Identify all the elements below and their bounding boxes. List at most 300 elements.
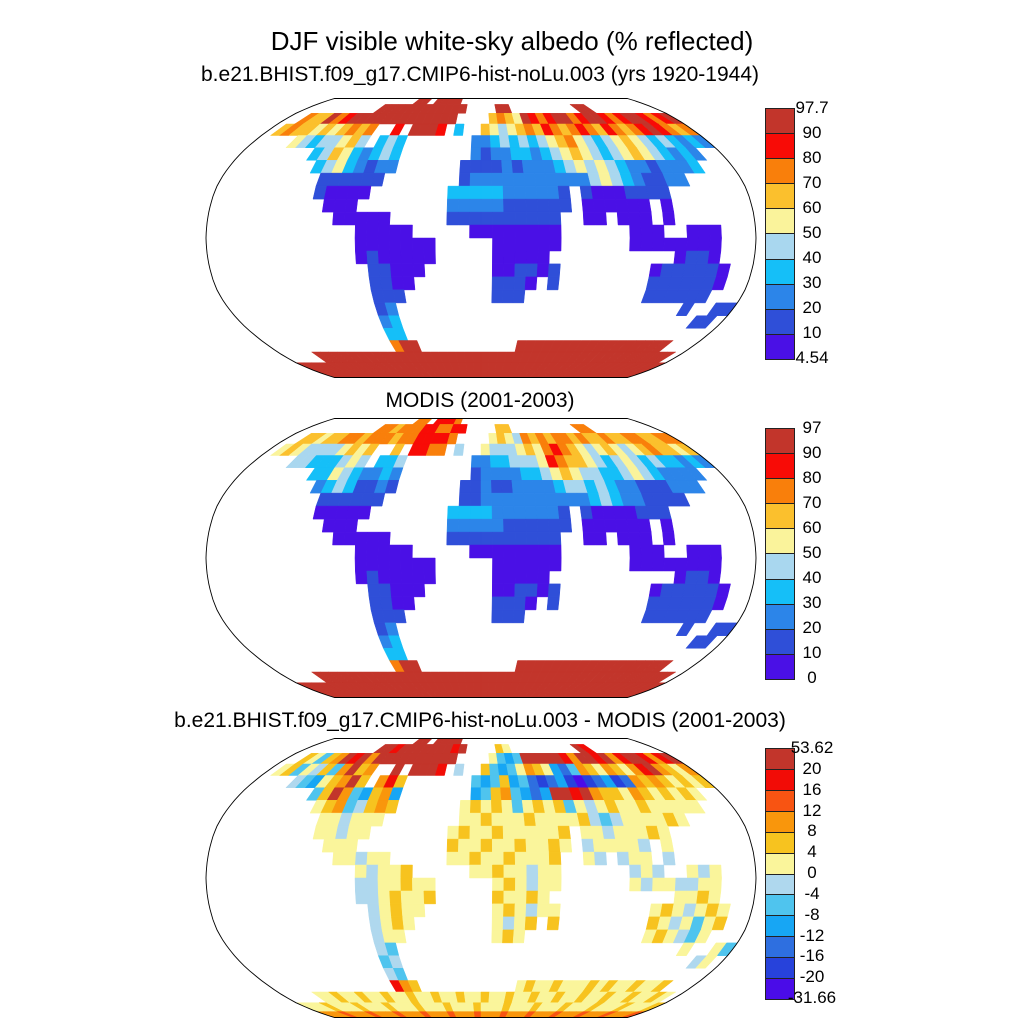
colorbar-tick-label: 60: [802, 198, 822, 217]
map-cell: [470, 493, 481, 506]
map-cell: [515, 212, 527, 225]
map-cell: [447, 852, 459, 865]
map-cell: [368, 904, 381, 917]
colorbar-tick-label: -8: [804, 904, 820, 924]
map-cell: [345, 839, 358, 852]
map-cell: [582, 519, 595, 532]
colorbar-segment: [766, 853, 794, 874]
map-cell: [630, 238, 642, 251]
map-cell: [627, 839, 640, 852]
map-cell: [492, 290, 503, 303]
map-cell: [322, 199, 335, 212]
map-cell: [687, 225, 699, 238]
colorbar-segment: [766, 769, 794, 790]
map-cell: [447, 212, 459, 225]
map-cell: [378, 558, 390, 571]
map-cell: [401, 238, 413, 251]
map-cell: [504, 251, 516, 264]
colorbar-segment: [766, 284, 794, 309]
map-cell: [549, 212, 561, 225]
map-cell: [492, 584, 504, 597]
map-cell: [514, 506, 526, 519]
map-cell: [358, 506, 371, 519]
map-cell: [492, 891, 504, 904]
map-cell: [459, 493, 470, 506]
map-cell: [481, 672, 490, 683]
map-cell: [502, 610, 514, 623]
map-cell: [466, 1003, 475, 1012]
colorbar-tick-label: 8: [807, 821, 817, 841]
map-cell: [515, 199, 527, 212]
map-cell: [413, 904, 425, 917]
colorbar-segment: [766, 832, 794, 853]
map-cell: [378, 212, 390, 225]
colorbar: [765, 428, 795, 680]
map-cell: [355, 865, 367, 878]
map-cell: [390, 584, 402, 597]
map-cell: [481, 212, 492, 225]
map-cell: [685, 571, 698, 584]
panel-3-subtitle: b.e21.BHIST.f09_g17.CMIP6-hist-noLu.003 - MODIS (2001-2003): [174, 709, 786, 732]
colorbar-tick-label: 4.54: [795, 348, 829, 367]
map-cell: [627, 199, 640, 212]
map-cell: [559, 199, 571, 212]
map-cell: [447, 532, 459, 545]
map-cell: [458, 199, 470, 212]
colorbar-tick-label: 40: [802, 568, 822, 587]
map-cell: [504, 225, 516, 238]
map-cell: [412, 238, 424, 251]
map-cell: [502, 173, 514, 186]
map-cell: [378, 878, 390, 891]
map-cell: [512, 480, 524, 493]
map-cell: [501, 148, 512, 161]
map-cell: [380, 597, 393, 610]
map-cell: [367, 891, 379, 904]
map-cell: [640, 212, 653, 225]
colorbar-segment: [766, 811, 794, 832]
map-cell: [629, 212, 641, 225]
map-cell: [454, 124, 465, 136]
map-cell: [492, 212, 504, 225]
colorbar-tick-label: -31.66: [787, 988, 837, 1007]
map-cell: [470, 225, 482, 238]
colorbar-tick-label: 0: [807, 863, 817, 882]
map-cell: [491, 468, 502, 481]
map-cell: [675, 558, 687, 571]
map-cell: [481, 186, 492, 199]
map-cell: [503, 584, 515, 597]
colorbar-segment: [766, 604, 794, 629]
map-cell: [355, 571, 367, 584]
map-cell: [697, 251, 710, 264]
map-cell: [481, 456, 491, 468]
map-cell: [355, 891, 367, 904]
map-cell: [481, 839, 492, 852]
map-cell: [367, 571, 379, 584]
panel-2-subtitle: MODIS (2001-2003): [385, 389, 575, 412]
map-cell: [459, 506, 470, 519]
map-cell: [547, 597, 559, 610]
map-cell: [481, 468, 491, 481]
map-cell: [638, 519, 651, 532]
map-cell: [470, 545, 482, 558]
map-cell: [550, 545, 562, 558]
map-cell: [698, 225, 710, 238]
colorbar-segment: [766, 915, 794, 936]
map-cell: [548, 584, 560, 597]
map-cell: [358, 826, 371, 839]
map-cell: [481, 372, 488, 378]
map-cell: [698, 545, 710, 558]
map-cell: [504, 212, 516, 225]
map-cell: [378, 571, 390, 584]
map-cell: [490, 136, 500, 148]
colorbar: [765, 748, 795, 1000]
map-cell: [390, 124, 405, 136]
map-cell: [547, 186, 559, 199]
map-cell: [413, 584, 425, 597]
map-cells: [271, 99, 738, 378]
colorbar-segment: [766, 957, 794, 978]
map-cell: [492, 238, 504, 251]
map-cell: [333, 212, 345, 225]
map-cell: [638, 199, 651, 212]
map-cell: [460, 160, 471, 173]
map-cell: [503, 839, 515, 852]
map-cell: [538, 558, 550, 571]
map-cell: [641, 865, 653, 878]
colorbar-tick-label: -16: [799, 946, 825, 966]
map-cell: [492, 904, 504, 917]
map-cell: [424, 251, 436, 264]
map-cell: [473, 683, 481, 692]
map-cell: [594, 212, 606, 225]
map-cell: [492, 839, 504, 852]
map-cell: [548, 839, 560, 852]
map-cell: [630, 558, 642, 571]
map-cell: [503, 277, 515, 290]
map-cell: [514, 826, 526, 839]
map-cell: [527, 865, 539, 878]
colorbar-segment: [766, 429, 794, 453]
map-cell: [481, 545, 493, 558]
map-cell: [333, 532, 345, 545]
map-cell: [503, 199, 515, 212]
map-cell: [536, 186, 548, 199]
map-cell: [537, 584, 549, 597]
map-cell: [470, 506, 481, 519]
map-cell: [524, 813, 536, 826]
colorbar-tick-label: -12: [799, 925, 825, 945]
map-cell: [687, 545, 699, 558]
map-cell: [660, 839, 674, 852]
map-cell: [481, 519, 492, 532]
map-cell: [481, 225, 493, 238]
map-cell: [368, 584, 381, 597]
map-cell: [502, 290, 514, 303]
map-cell: [403, 917, 415, 930]
map-cell: [459, 826, 470, 839]
map-cell: [525, 917, 537, 930]
map-cell: [515, 571, 527, 584]
map-cell: [593, 839, 606, 852]
map-cell: [550, 558, 562, 571]
map-cell: [559, 519, 571, 532]
map-cell: [466, 683, 475, 692]
map-cell: [492, 865, 504, 878]
map-cell: [503, 904, 515, 917]
map-cell: [490, 764, 500, 776]
map-cell: [503, 917, 515, 930]
map-cell: [454, 444, 465, 456]
colorbar-segment: [766, 233, 794, 258]
map-cell: [492, 826, 503, 839]
map-cell: [391, 277, 404, 290]
map-cell: [583, 532, 595, 545]
map-cell: [470, 519, 481, 532]
map-cell: [515, 225, 527, 238]
map-cell: [641, 225, 653, 238]
map-cell: [481, 992, 490, 1003]
colorbar-difference: [765, 738, 905, 1007]
map-cell: [464, 992, 473, 1003]
map-cell: [390, 571, 402, 584]
map-cell: [334, 839, 347, 852]
map-cell: [615, 519, 628, 532]
map-cell: [526, 904, 538, 917]
colorbar-tick-label: 40: [802, 248, 822, 267]
map-cell: [391, 597, 404, 610]
map-cell: [515, 251, 527, 264]
map-cell: [615, 199, 628, 212]
map-cell: [526, 571, 538, 584]
map-cell: [481, 800, 492, 813]
map-cell: [710, 238, 722, 251]
map-cell: [503, 264, 515, 277]
map-cell: [492, 277, 503, 290]
map-cell: [473, 1003, 481, 1012]
map-cell: [378, 238, 390, 251]
map-cells: [271, 419, 738, 698]
map-cell: [548, 519, 560, 532]
map-cell: [525, 506, 537, 519]
map-cell: [481, 852, 492, 865]
map-cell: [358, 186, 371, 199]
map-cell: [481, 1003, 489, 1012]
colorbar-tick-label: 80: [802, 468, 822, 487]
map-cell: [515, 891, 527, 904]
map-cell: [393, 930, 406, 943]
map-cell: [526, 264, 538, 277]
map-cell: [503, 826, 515, 839]
map-cell: [534, 493, 547, 506]
map-cell: [481, 813, 492, 826]
map-cell: [526, 532, 538, 545]
map-cell: [390, 264, 402, 277]
map-cell: [390, 904, 402, 917]
map-cell: [470, 212, 481, 225]
map-cell: [652, 865, 664, 878]
colorbar-tick-label: 30: [802, 273, 822, 292]
map-cell: [512, 800, 524, 813]
map-cell: [412, 878, 424, 891]
colorbar-tick-label: 97: [802, 418, 822, 437]
map-cell: [490, 776, 500, 788]
map-cell: [663, 212, 676, 225]
map-cell: [492, 597, 503, 610]
map-cell: [473, 363, 481, 372]
map-cell: [524, 493, 536, 506]
map-cell: [473, 672, 482, 683]
map-cell: [470, 186, 481, 199]
map-cell: [481, 788, 491, 801]
map-cell: [491, 148, 502, 161]
map-cell: [526, 852, 538, 865]
map-cell: [492, 571, 504, 584]
map-cell: [538, 852, 550, 865]
map-cell: [514, 917, 526, 930]
map-cell: [481, 764, 490, 776]
map-cell: [389, 878, 401, 891]
map-cell: [708, 251, 721, 264]
map-cell: [641, 558, 653, 571]
map-cell: [504, 571, 516, 584]
map-cell: [403, 277, 415, 290]
map-cell: [334, 519, 347, 532]
map-cell: [558, 506, 571, 519]
map-cell: [710, 878, 722, 891]
colorbar-tick-label: 10: [802, 643, 822, 662]
colorbar-segment: [766, 874, 794, 895]
map-cell: [501, 468, 512, 481]
map-cell: [379, 584, 392, 597]
map-cell: [549, 852, 561, 865]
map-cell: [593, 199, 606, 212]
map-cell: [379, 264, 392, 277]
map-cell: [503, 186, 515, 199]
map-cell: [389, 225, 401, 238]
map-cell: [698, 238, 710, 251]
map-cell: [378, 865, 390, 878]
map-cell: [471, 468, 481, 481]
map-cell: [513, 930, 525, 943]
map-cell: [513, 173, 525, 186]
map-cell: [355, 532, 367, 545]
map-cell: [379, 904, 392, 917]
map-cell: [617, 852, 629, 865]
map-cell: [548, 904, 560, 917]
map-cell: [514, 597, 526, 610]
map-cell: [514, 186, 526, 199]
colorbar-tick-label: 20: [802, 758, 822, 778]
map-cell: [467, 1012, 475, 1018]
colorbar-tick-label: 30: [802, 593, 822, 612]
map-cell: [447, 186, 459, 199]
map-cell: [627, 519, 640, 532]
map-cell: [481, 532, 492, 545]
map-cell: [652, 225, 664, 238]
map-cell: [710, 545, 722, 558]
colorbar-segment: [766, 790, 794, 811]
colorbar-tick-label: 60: [802, 518, 822, 537]
colorbar-segment: [766, 894, 794, 915]
colorbar-tick-label: 12: [802, 800, 822, 820]
map-cell: [674, 571, 687, 584]
map-cell: [698, 558, 710, 571]
map-cell: [710, 558, 722, 571]
map-cell: [526, 519, 538, 532]
map-cell: [402, 264, 414, 277]
map-cell: [503, 597, 515, 610]
map-cell: [471, 788, 481, 801]
map-cell: [470, 800, 481, 813]
map-cell: [424, 878, 436, 891]
map-cell: [481, 480, 492, 493]
map-cell: [366, 878, 378, 891]
map-cell: [526, 584, 538, 597]
map-cell: [492, 173, 503, 186]
map-cell: [524, 173, 536, 186]
map-cell: [481, 124, 490, 136]
map-cell: [481, 683, 489, 692]
map-cell: [447, 826, 459, 839]
map-cell: [378, 532, 390, 545]
colorbar-tick-label: 70: [802, 173, 822, 192]
map-cell: [652, 238, 664, 251]
map-cell: [615, 839, 628, 852]
map-cell: [676, 943, 695, 956]
map-cell: [492, 610, 503, 623]
map-cell: [471, 148, 481, 161]
map-cell: [538, 251, 550, 264]
map-cell: [481, 199, 492, 212]
colorbar-segment: [766, 528, 794, 553]
map-cell: [515, 532, 527, 545]
colorbar-tick-label: -4: [804, 883, 820, 903]
map-cell: [390, 764, 405, 776]
map-cell: [481, 148, 491, 161]
map-cell: [474, 692, 481, 698]
colorbar-tick-label: 70: [802, 493, 822, 512]
colorbar-tick-label: 50: [802, 543, 822, 562]
map-cell: [470, 160, 481, 173]
map-cell: [390, 444, 405, 456]
map-cell: [550, 878, 562, 891]
map-cell: [526, 199, 538, 212]
map-cell: [355, 878, 367, 891]
map-cell: [368, 264, 381, 277]
map-cell: [685, 891, 698, 904]
map-cell: [470, 839, 481, 852]
map-cell: [502, 800, 514, 813]
map-cell: [471, 456, 481, 468]
map-cell: [369, 917, 382, 930]
map-cell: [390, 251, 402, 264]
map-cell: [548, 264, 560, 277]
map-cell: [641, 545, 653, 558]
map-cell: [367, 852, 379, 865]
map-cell: [630, 225, 642, 238]
map-cell: [504, 238, 516, 251]
map-cell: [481, 352, 490, 363]
map-cell: [459, 186, 470, 199]
map-cell: [473, 352, 482, 363]
map-cell: [558, 826, 571, 839]
map-cell: [491, 788, 502, 801]
map-cell: [389, 238, 401, 251]
map-cell: [617, 532, 629, 545]
